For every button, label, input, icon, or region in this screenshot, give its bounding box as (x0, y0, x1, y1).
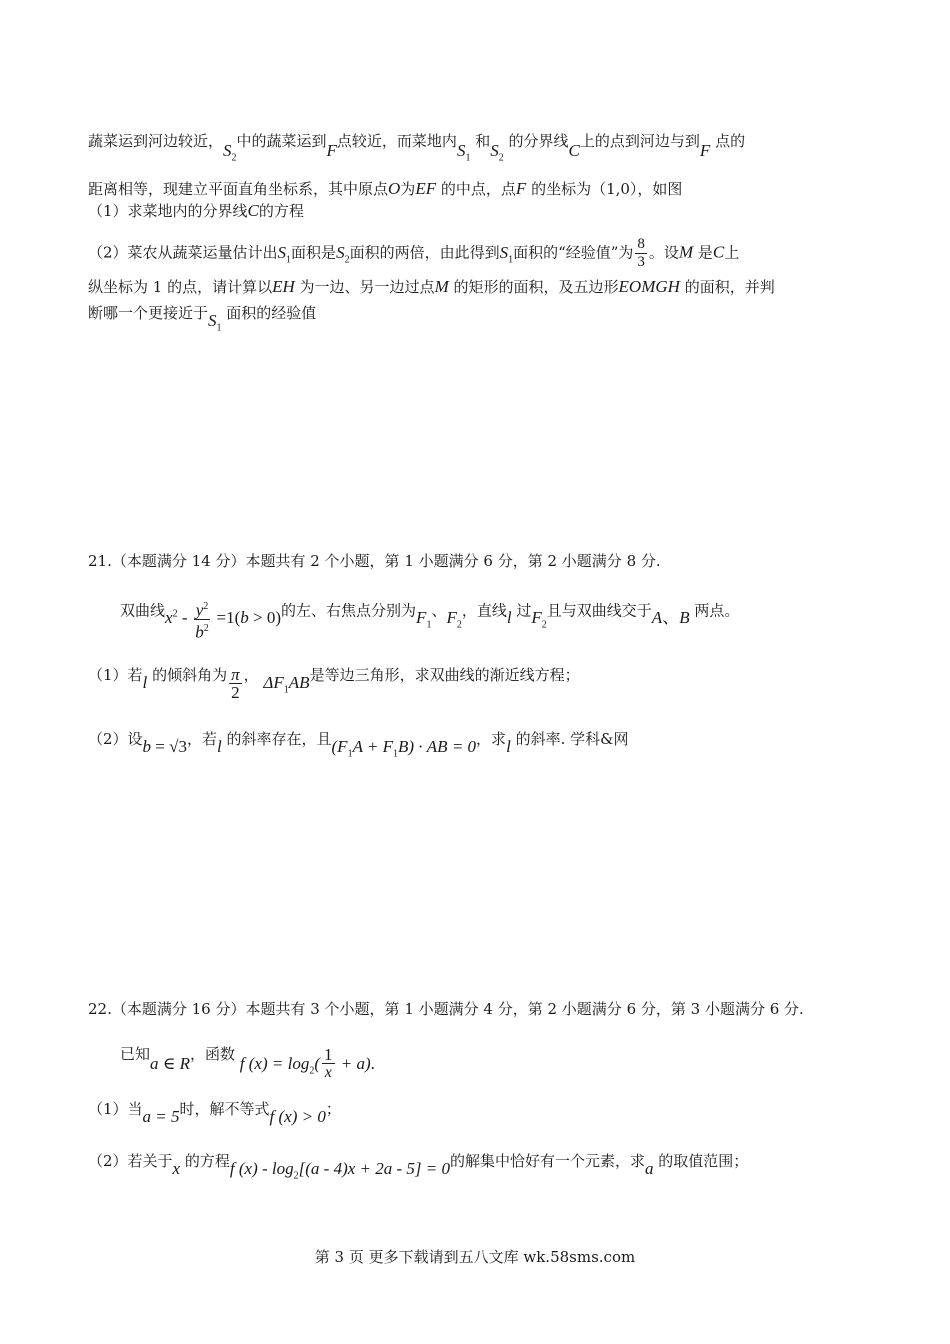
p21-question2: （2）设b = √3，若l 的斜率存在，且$(F_1A + F_1B)$ · AB = 0，求l 的斜率. 学科&网 (88, 730, 629, 760)
p22-header: 22.（本题满分 16 分）本题共有 3 个小题，第 1 小题满分 4 分，第 2 小题满分 6 分，第 3 小题满分 6 分. (88, 1000, 804, 1018)
p20-line5: 纵坐标为 1 的点，请计算以EH 为一边、另一边过点M 的矩形的面积，及五边形EOMGH 的面积，并判 (88, 277, 775, 296)
hyperbola-equation: $x^2$ - $\frac{y^2}{b^2}$ =1(b > 0) (165, 608, 281, 627)
p21-question1: （1）若l 的倾斜角为 $\frac{\pi}{2}$ ， $\Delta F_1AB$是等边三角形，求双曲线的渐近线方程； (88, 665, 580, 702)
math-s2: $S_2$ (336, 242, 350, 265)
math-s1b: $S_1$ (499, 242, 514, 265)
p20-question1: （1）求菜地内的分界线C的方程 (88, 201, 304, 220)
focus-f2b: $F_2$ (531, 608, 547, 631)
focus-f1: $F_1$ (416, 608, 432, 631)
p22-question2: （2）若关于x 的方程f $(x) - \log_2[(a - 4)x + 2a - 5] = 0$的解集中恰好有一个元素，求a 的取值范围； (88, 1152, 749, 1182)
b-equals-sqrt3: b = √3 (142, 737, 187, 756)
triangle-f1ab: $\Delta F_1AB$ (263, 673, 310, 696)
math-s1: $S_1$ (456, 141, 471, 164)
page-footer: 第 3 页 更多下载请到五八文库 wk.58sms.com (314, 1248, 636, 1266)
function-definition: f $(x) = \log_2$( $\frac{1}{x}$ + a). (239, 1045, 375, 1081)
fraction-1-x: $\frac{1}{x}$ (324, 1045, 333, 1081)
p21-intro: 双曲线$x^2$ - $\frac{y^2}{b^2}$ =1(b > 0)的左、右焦点分别为$F_1$、$F_2$，直线l 过$F_2$且与双曲线交于A、B 两点。 (120, 590, 739, 632)
math-s1: $S_1$ (208, 311, 222, 334)
fraction-8-3: $\frac{8}{3}$ (637, 236, 645, 270)
p22-intro: 已知a ∈ R，函数 f $(x) = \log_2$( $\frac{1}{x}$ + a). (120, 1045, 375, 1081)
math-s1: $S_1$ (277, 242, 292, 265)
focus-f2: $F_2$ (446, 608, 462, 631)
vector-condition: $(F_1A + F_1B)$ · AB = 0 (331, 737, 477, 760)
equation-log: f $(x) - \log_2[(a - 4)x + 2a - 5] = 0$ (229, 1159, 450, 1182)
p20-line1: 蔬菜运到河边较近，$S_2$中的蔬菜运到F点较近，而菜地内$S_1$ 和$S_2$ 的分界线C上的点到河边与到F 点的 (88, 132, 746, 164)
p20-line6: 断哪一个更接近于$S_1$ 面积的经验值 (88, 304, 317, 334)
math-s2: $S_2$ (223, 141, 237, 164)
fraction-pi-2: $\frac{\pi}{2}$ (231, 665, 240, 702)
p21-header: 21.（本题满分 14 分）本题共有 2 个小题，第 1 小题满分 6 分，第 2 小题满分 8 分. (88, 552, 661, 570)
p20-question2: （2）菜农从蔬菜运量估计出$S_1$面积是$S_2$面积的两倍，由此得到$S_1$面积的“经验值”为 $\frac{8}{3}$ 。设M 是C上 (88, 236, 740, 270)
p22-question1: （1）当a = 5时，解不等式f (x) > 0； (88, 1100, 341, 1126)
fraction-y2-b2: $\frac{y^2}{b^2}$ (194, 598, 211, 640)
p20-line2: 距离相等，现建立平面直角坐标系，其中原点O为EF 的中点，点F 的坐标为（1,0），如图 (88, 179, 683, 198)
math-s2b: $S_2$ (490, 141, 504, 164)
